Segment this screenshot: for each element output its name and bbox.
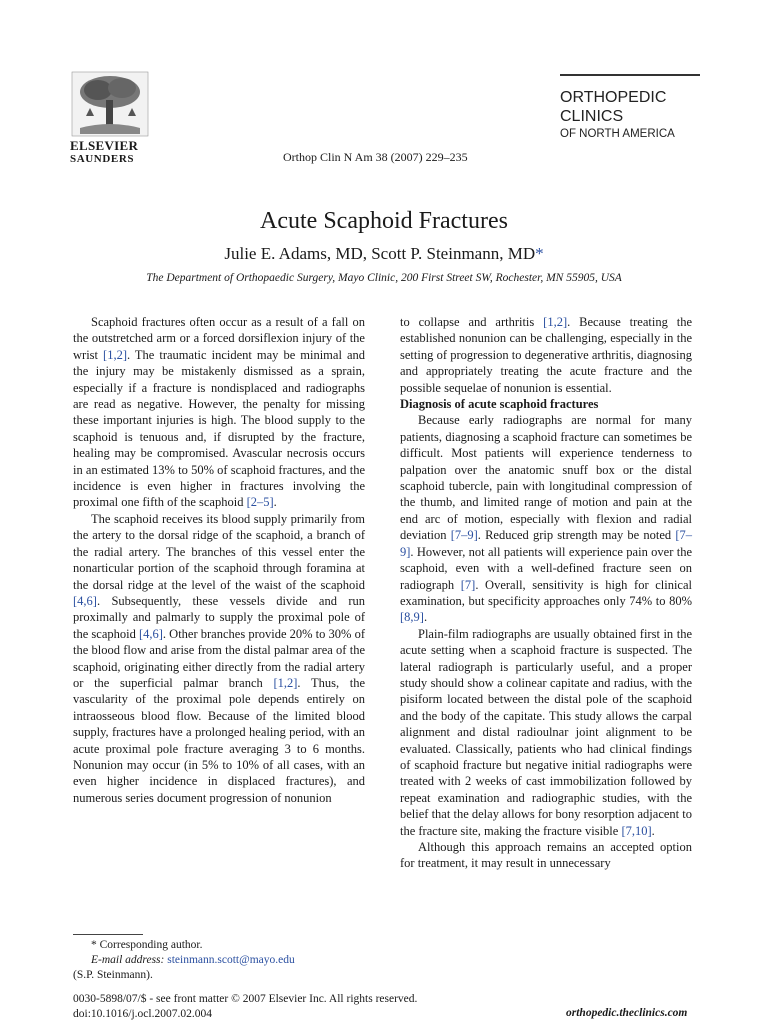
article-authors	[0, 244, 768, 264]
journal-name-line2: CLINICS	[560, 108, 624, 125]
section-heading: Diagnosis of acute scaphoid fractures	[400, 397, 599, 412]
paragraph: Although this approach remains an accepted option for treatment, it may result in unnecessary	[400, 840, 692, 871]
paragraph: Scaphoid fractures often occur as a result of a fall on the outstretched arm or a forced dorsiflexion injury of the wrist [1,2]. The traumatic incident may be minimal and the injury may be mistakenly dismissed as a sprain, especially if a fracture is nondisplaced and radiographs are read as negative. However, the penalty for missing these important injuries is high. The blood supply to the scaphoid is tenuous and, if disrupted by the fracture, healing may be compromised. Avascular necrosis occurs in an estimated 13% to 50% of scaphoid fractures, and the incidence is even higher in fractures involving the proximal one fifth of the scaphoid [2–5].	[73, 315, 366, 510]
journal-name-line3: OF NORTH AMERICA	[560, 128, 675, 140]
email-link[interactable]: steinmann.scott@mayo.edu	[167, 954, 295, 966]
corresponding-author-marker[interactable]: *	[535, 244, 544, 263]
citation-link[interactable]: [4,6]	[73, 593, 97, 608]
footer-left	[73, 992, 417, 1022]
publisher-logo	[70, 70, 154, 170]
footnote-rule	[73, 934, 143, 935]
email-line	[73, 953, 373, 968]
citation-link[interactable]: [7,10]	[621, 823, 652, 838]
citation-link[interactable]: [8,9]	[400, 610, 424, 625]
citation-link[interactable]: [4,6]	[138, 626, 163, 641]
issn-copyright: 0030-5898/07/$ - see front matter © 2007 Elsevier Inc. All rights reserved.	[73, 993, 418, 1005]
paragraph: to collapse and arthritis [1,2]. Because treating the established nonunion can be challenging, especially in the setting of progression to degenerative arthritis, diagnosing and appropriately treating the acute fracture and the possible sequelae of nonunion is essential.	[400, 315, 693, 395]
footnote	[73, 938, 373, 983]
email-label: E-mail address:	[91, 954, 165, 966]
journal-name-line1: ORTHOPEDIC	[560, 89, 667, 106]
citation-link[interactable]: [1,2]	[273, 675, 298, 690]
corresponding-author-note: * Corresponding author.	[91, 939, 203, 951]
publisher-name: ELSEVIER	[70, 138, 139, 153]
citation-link[interactable]: [1,2]	[103, 347, 127, 362]
citation-link[interactable]: [7]	[460, 577, 476, 592]
author-initials: (S.P. Steinmann).	[73, 969, 153, 981]
author-affiliation: The Department of Orthopaedic Surgery, Mayo Clinic, 200 First Street SW, Rochester, MN 55905, USA	[146, 272, 622, 284]
paragraph: Plain-film radiographs are usually obtained first in the acute setting when a scaphoid fracture is suspected. The lateral radiograph is particularly useful, and a proper study should show a colinear capitate and radius, with the pisiform located between the distal pole of the scaphoid and the body of the capitate. This study allows the carpal alignment and distal radioulnar joint alignment to be evaluated. Classically, patients who had clinical findings of scaphoid fracture but negative initial radiographs were treated with 2 weeks of cast immobilization followed by repeat examination and radiographic studies, with the belief that the delay allows for bony resorption adjacent to the fracture site, making the fracture visible [7,10].	[400, 626, 692, 838]
citation-link[interactable]: [7–9]	[450, 528, 478, 543]
citation-link[interactable]: [7–9]	[400, 528, 692, 559]
paragraph: The scaphoid receives its blood supply primarily from the artery to the dorsal ridge of the scaphoid, a branch of the radial artery. The branches of this vessel enter the nonarticular portion of the scaphoid through foramina at the dorsal ridge at the level of the waist of the scaphoid [4,6]. Subsequently, these vessels divide and run proximally and palmarly to supply the proximal pole of the scaphoid [4,6]. Other branches provide 20% to 30% of the blood flow and arise from the distal palmar area of the scaphoid, originating either directly from the radial artery or the superficial palmar branch [1,2]. Thus, the vascularity of the proximal pole depends entirely on intraosseous blood flow. Because of the limited blood supply, fractures have a prolonged healing period, with an acute proximal pole fracture averaging 3 to 6 months. Nonunion may occur (in 5% to 10% of all cases, with an even higher incidence in displaced fractures), and numerous series document progression of nonunion	[73, 511, 365, 805]
journal-citation: Orthop Clin N Am 38 (2007) 229–235	[283, 150, 468, 164]
masthead-rule	[560, 74, 700, 76]
journal-website-link[interactable]: orthopedic.theclinics.com	[566, 1007, 688, 1019]
left-column	[73, 314, 365, 806]
citation-link[interactable]: [1,2]	[543, 315, 568, 329]
author-names: Julie E. Adams, MD, Scott P. Steinmann, MD	[224, 244, 536, 263]
journal-masthead	[560, 74, 700, 142]
article-title: Acute Scaphoid Fractures	[260, 208, 508, 234]
citation-link[interactable]: [2–5]	[246, 495, 274, 510]
elsevier-tree-icon	[70, 70, 150, 138]
paragraph: Because early radiographs are normal for many patients, diagnosing a scaphoid fracture can sometimes be difficult. Most patients will experience tenderness to palpation over the anatomic snuff box or the distal scaphoid tubercle, pain with longitudinal compression of the thumb, and limited range of motion and pain at the end arc of motion, especially with flexion and radial deviation [7–9]. Reduced grip strength may be noted [7–9]. However, not all patients will experience pain over the scaphoid, even with a well-defined fracture seen on radiograph [7]. Overall, sensitivity is high for clinical examination, but specificity approaches only 74% to 80% [8,9].	[400, 413, 692, 625]
doi: doi:10.1016/j.ocl.2007.02.004	[73, 1008, 212, 1020]
publisher-imprint: SAUNDERS	[70, 153, 135, 165]
right-column	[400, 314, 692, 872]
